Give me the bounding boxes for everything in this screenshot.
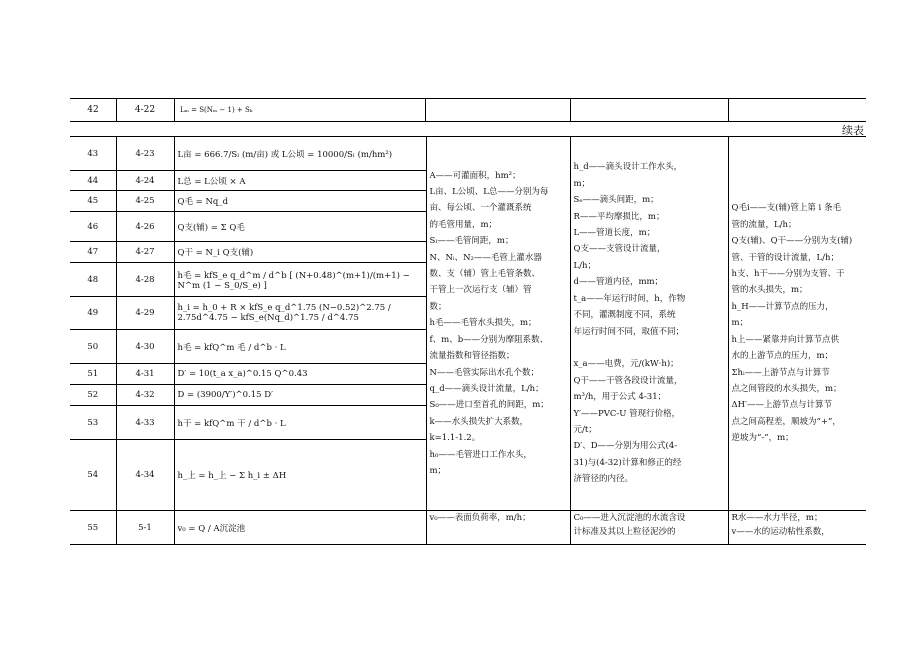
table-row: 45 4-25 Q毛 = Nq_d — [70, 191, 866, 212]
desc_col2-line: 年运行时间不同，取值不同； — [573, 326, 685, 337]
desc_col3-line: Σhᵢ——上游节点与计算节 — [731, 367, 830, 378]
desc_col2-line: L/h； — [573, 260, 596, 271]
desc_col1-line: 流量指数和管径指数； — [429, 351, 515, 362]
description-column-1 — [426, 137, 570, 511]
desc_col1-line: h₀——毛管进口工作水头， — [429, 449, 532, 460]
table-row: 47 4-27 Q干 = N_i Q支(辅) — [70, 242, 866, 263]
desc_col2-line: d——管道内径，mm； — [573, 277, 664, 288]
desc_col3-line: Q毛i——支(辅)管上第 i 条毛 — [731, 203, 841, 214]
table-row: 51 4-31 D′ = 10(t_a x_a)^0.15 Q^0.43 — [70, 364, 866, 385]
table-row: 48 4-28 h毛 = kfS_e q_d^m / d^b [ (N+0.48)^(m+1)/(m+1) − N^m (1 − S_0/S_e) ] — [70, 263, 866, 297]
desc_col1-line: f、m、b——分别为摩阻系数、 — [429, 334, 549, 345]
description-column-3 — [728, 137, 866, 511]
desc_col3-line: 逆坡为“-”，m； — [731, 433, 794, 444]
desc_col2-line: m³/h，用于公式 4-31； — [573, 392, 667, 403]
equation-number: 4-22 — [116, 99, 175, 121]
previous-table-last-row — [70, 98, 866, 122]
table-row: 55 5-1 v₀ = Q / A沉淀池 v₀——表面负荷率，m/h； C₀——进入沉淀池的水流含设 计标准及其以上粒径泥沙的 R水——水力半径，m； v——水的运动粘性系数， — [70, 511, 866, 545]
desc-cell-empty — [426, 99, 571, 121]
table-row: 44 4-24 L总 = L公顷 × A — [70, 171, 866, 191]
desc_col3-line: 管的水头损失，m； — [731, 285, 808, 296]
desc_col1-line: N、Nᵢ、N₂——毛管上灌水器 — [429, 252, 542, 263]
desc_col1-line: 数、支（辅）管上毛管条数、 — [429, 269, 541, 280]
formula-table — [70, 136, 866, 545]
desc_col2-line: 济管径的内径。 — [573, 474, 634, 485]
desc_col3-line: 点之间管段的水头损失，m； — [731, 383, 842, 394]
desc_col2-line: x_a——电费，元/(kW·h)； — [573, 359, 679, 370]
desc_col1-line: 数； — [429, 301, 447, 312]
desc_col2-line: Q支——支管设计流量， — [573, 244, 666, 255]
table-row: 43 4-23 L亩 = 666.7/Sₗ (m/亩) 或 L公顷 = 10000/Sₗ (m/hm²) A——可灌面积，hm²； L亩、L公顷、L总——分别为每 亩、每公顷、一个灌溉系统 的毛管用量，m； Sₗ——毛管间距，m； N、Nᵢ、N₂——毛管上灌水器 数、支（辅）管上毛管条数、 干管上一次运行支（辅）管 数； h毛——毛管水头损失，m； f、m、b——分别为摩阻系数、 流量指数和管径指数； N——毛管实际出水孔个数； q_d——滴头设计流量，L/h； S₀——进口至首孔的间距，m； k——水头损失扩大系数， k=1.1-1.2。 h₀——毛管进口工作水头， m； h_d——滴头设计工作水头， m； Sₑ——滴头间距，m； R——平均摩损比，m； L——管道长度，m； Q支——支管设计流量， L/h； d——管道内径，mm； t_a——年运行时间，h，作物 不同，灌溉制度不同，系统 年运行时间不同，取值不同； x_a——电费，元/(kW·h)； Q干——干管各段设计流量， m³/h，用于公式 4-31； Y′——PVC-U 管现行价格， 元/t； D′、D——分别为用公式(4- 31)与(4-32)计算和修正的经 济管径的内径。 Q毛i——支(辅)管上第 i 条毛 管的流量，L/h； Q支(辅)、Q干——分别为支(辅) 管、干管的设计流量，L/h； h支、h干——分别为支管、干 管的水头损失，m； h_H——计算节点的压力， m； h上——紧靠并向计算节点供 水的上游节点的压力，m； Σhᵢ——上游节点与计算节 点之间管段的水头损失，m； ΔH′——上游节点与计算节 点之间高程差，顺坡为“+”， 逆坡为“-”，m； — [70, 137, 866, 171]
desc_col1-line: L亩、L公顷、L总——分别为每 — [429, 187, 549, 198]
desc_col2-line — [574, 340, 725, 356]
desc_col2-line: h_d——滴头设计工作水头， — [573, 162, 683, 173]
row-number: 42 — [70, 99, 117, 121]
table-row: 46 4-26 Q支(辅) = Σ Q毛 — [70, 212, 866, 242]
desc_col2-line: m； — [573, 178, 591, 189]
desc-cell-empty — [728, 99, 866, 121]
desc_col3-line: Q支(辅)、Q干——分别为支(辅) — [731, 236, 853, 247]
desc_col2-line: 31)与(4-32)计算和修正的经 — [573, 457, 682, 468]
table-row: 50 4-30 h毛 = kfQ^m 毛 / d^b · L — [70, 330, 866, 364]
desc_col3-line: h支、h干——分别为支管、干 — [731, 269, 845, 280]
desc_col3-line: 水的上游节点的压力，m； — [731, 351, 834, 362]
desc_col1-line: k=1.1-1.2。 — [429, 433, 481, 444]
bottom-desc-1: v₀——表面负荷率，m/h； — [426, 511, 570, 545]
desc_col3-line: m； — [731, 318, 749, 329]
table-row: 52 4-32 D = (3900/Y′)^0.15 D′ — [70, 385, 866, 406]
desc_col1-line: k——水头损失扩大系数， — [429, 416, 529, 427]
desc_col3-line: 管的流量，L/h； — [731, 219, 797, 230]
desc_col3-line: 点之间高程差，顺坡为“+”， — [731, 416, 841, 427]
desc_col3-line: h_H——计算节点的压力， — [731, 301, 834, 312]
desc_col2-line: D′、D——分别为用公式(4- — [573, 441, 678, 452]
desc_col3-line: h上——紧靠并向计算节点供 — [731, 334, 839, 345]
desc_col1-line: N——毛管实际出水孔个数； — [429, 367, 539, 378]
desc_col1-line: 的毛管用量，m； — [429, 219, 498, 230]
desc_col1-line: m； — [429, 465, 447, 476]
desc_col1-line: Sₗ——毛管间距，m； — [429, 236, 514, 247]
desc_col1-line: 亩、每公顷、一个灌溉系统 — [429, 203, 532, 214]
desc_col2-line: R——平均摩损比，m； — [573, 211, 665, 222]
desc_col3-line: 管、干管的设计流量，L/h； — [731, 252, 839, 263]
desc_col2-line: Q干——干管各段设计流量， — [573, 375, 683, 386]
bottom_row.d2-line: 计标准及其以上粒径泥沙的 — [573, 527, 676, 537]
table-row: 54 4-34 h_上 = h_上 − Σ h_i ± ΔH — [70, 440, 866, 511]
desc_col1-line: h毛——毛管水头损失，m； — [429, 318, 537, 329]
desc_col1-line: q_d——滴头设计流量，L/h； — [429, 383, 544, 394]
continued-label: 续表 — [842, 124, 864, 137]
table-row: 49 4-29 h_i = h_0 + R × kfS_e q_d^1.75 (N−0.52)^2.75 / 2.75d^4.75 − kfS_e(Nq_d)^1.75 / d^4.75 — [70, 297, 866, 330]
desc_col2-line: 不同，灌溉制度不同，系统 — [573, 310, 676, 321]
desc_col2-line: L——管道长度，m； — [573, 228, 656, 239]
formula: Lₘ = S(Nₘ − 1) + Sₖ — [174, 99, 426, 121]
desc_col2-line: Sₑ——滴头间距，m； — [573, 195, 659, 206]
desc_col2-line: Y′——PVC-U 管现行价格， — [573, 408, 681, 419]
bottom_row.d3-line: R水——水力半径，m； — [731, 513, 823, 523]
bottom-desc-2 — [570, 511, 728, 545]
bottom_row.d3-line: v——水的运动粘性系数， — [731, 527, 830, 537]
desc_col1-line: S₀——进口至首孔的间距，m； — [429, 400, 549, 411]
desc_col2-line: 元/t； — [573, 424, 597, 435]
desc_col1-line: A——可灌面积，hm²； — [429, 170, 521, 181]
desc_col1-line: 干管上一次运行支（辅）管 — [429, 285, 532, 296]
bottom-desc-3 — [728, 511, 866, 545]
desc_col3-line: ΔH′——上游节点与计算节 — [731, 400, 832, 411]
table-row: 53 4-33 h干 = kfQ^m 干 / d^b · L — [70, 406, 866, 440]
desc-cell-empty — [570, 99, 729, 121]
bottom_row.d2-line: C₀——进入沉淀池的水流含设 — [573, 513, 686, 523]
description-column-2 — [570, 137, 728, 511]
desc_col2-line: t_a——年运行时间，h，作物 — [573, 293, 686, 304]
